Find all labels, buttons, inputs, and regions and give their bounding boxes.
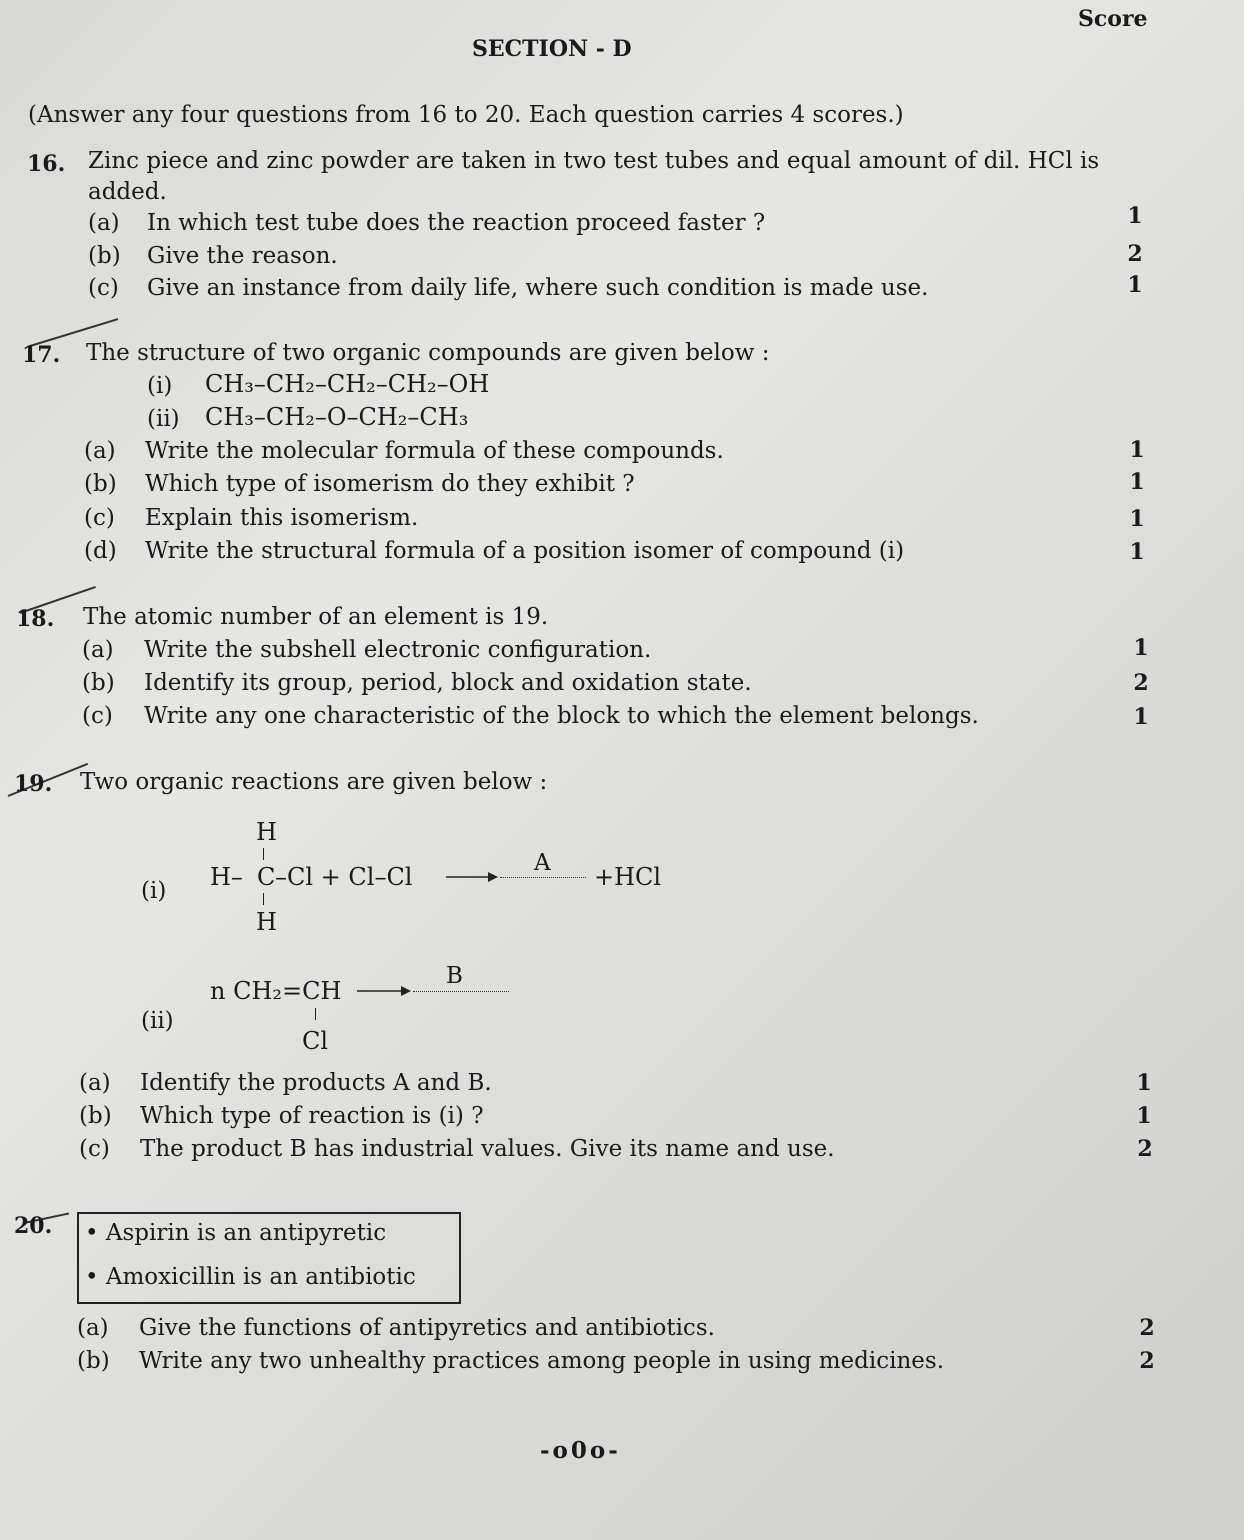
chlorine-substituent: Cl <box>302 1027 329 1055</box>
part-score: 1 <box>1129 469 1145 495</box>
part-label: (c) <box>79 1136 110 1162</box>
hydrogen-bottom: H <box>256 908 277 936</box>
part-label: (c) <box>84 505 115 531</box>
statement-box <box>77 1212 461 1304</box>
bond-vertical-top <box>263 848 264 860</box>
box-item: • Amoxicillin is an antibiotic <box>85 1264 416 1290</box>
compound-formula: CH₃–CH₂–CH₂–CH₂–OH <box>205 370 490 398</box>
box-item-text: Aspirin is an antipyretic <box>105 1220 387 1246</box>
part-text: Which type of reaction is (i) ? <box>140 1103 484 1129</box>
score-column-label: Score <box>1078 6 1148 32</box>
product-label-a: A <box>534 850 551 876</box>
box-item-text: Amoxicillin is an antibiotic <box>105 1264 416 1290</box>
part-text: Give an instance from daily life, where such condition is made use. <box>147 275 929 301</box>
part-label: (c) <box>88 275 119 301</box>
question-stem: The structure of two organic compounds are given below : <box>86 340 770 366</box>
part-label: (b) <box>88 243 121 269</box>
question-number: 18. <box>16 606 55 632</box>
part-text: Give the functions of antipyretics and antibiotics. <box>139 1315 715 1341</box>
part-label: (a) <box>82 637 114 663</box>
bond-vertical-bottom <box>263 893 264 905</box>
part-label: (a) <box>88 210 120 236</box>
part-label: (a) <box>77 1315 109 1341</box>
part-label: (a) <box>84 438 116 464</box>
compound-label: (ii) <box>147 406 180 432</box>
part-label: (b) <box>82 670 115 696</box>
reaction-label: (i) <box>141 878 167 904</box>
part-score: 2 <box>1127 241 1143 267</box>
question-stem: The atomic number of an element is 19. <box>83 604 549 630</box>
part-label: (b) <box>84 471 117 497</box>
part-text: In which test tube does the reaction proceed faster ? <box>147 210 766 236</box>
compound-label: (i) <box>147 373 173 399</box>
compound-formula: CH₃–CH₂–O–CH₂–CH₃ <box>205 403 469 431</box>
question-stem-continued: added. <box>88 179 167 205</box>
part-score: 1 <box>1129 506 1145 532</box>
part-text: Write any one characteristic of the block to which the element belongs. <box>144 703 979 729</box>
bond-vertical <box>315 1008 316 1020</box>
part-text: Identify its group, period, block and oxidation state. <box>144 670 752 696</box>
carbon-atom: C <box>257 863 276 891</box>
monomer-formula: n CH₂=CH <box>210 977 342 1005</box>
reactant-chlorines: –Cl + Cl–Cl <box>275 863 413 891</box>
byproduct-hcl: +HCl <box>594 863 662 891</box>
reaction-label: (ii) <box>141 1008 174 1034</box>
part-label: (b) <box>77 1348 110 1374</box>
part-score: 2 <box>1133 670 1149 696</box>
question-number: 17. <box>22 342 61 368</box>
part-label: (a) <box>79 1070 111 1096</box>
part-text: Which type of isomerism do they exhibit ? <box>145 471 635 497</box>
part-label: (b) <box>79 1103 112 1129</box>
question-number: 20. <box>14 1213 53 1239</box>
reaction-arrow-icon <box>357 984 411 998</box>
question-number: 19. <box>14 771 53 797</box>
end-of-paper-mark: -o0o- <box>540 1437 621 1464</box>
part-score: 2 <box>1139 1348 1155 1374</box>
part-score: 1 <box>1127 272 1143 298</box>
part-score: 1 <box>1129 539 1145 565</box>
part-label: (d) <box>84 538 117 564</box>
hydrogen-left: H– <box>210 863 243 891</box>
part-text: Give the reason. <box>147 243 338 269</box>
part-text: Identify the products A and B. <box>140 1070 492 1096</box>
box-item: • Aspirin is an antipyretic <box>85 1220 387 1246</box>
part-score: 1 <box>1133 635 1149 661</box>
reaction-arrow-icon <box>446 870 498 884</box>
part-score: 1 <box>1133 704 1149 730</box>
part-score: 2 <box>1139 1315 1155 1341</box>
product-label-b: B <box>446 963 463 989</box>
part-text: Write the subshell electronic configuration. <box>144 637 652 663</box>
part-text: Write any two unhealthy practices among people in using medicines. <box>139 1348 945 1374</box>
blank-product-line <box>413 991 509 992</box>
question-stem: Zinc piece and zinc powder are taken in two test tubes and equal amount of dil. HCl is <box>88 148 1100 174</box>
section-instructions: (Answer any four questions from 16 to 20. Each question carries 4 scores.) <box>28 102 904 128</box>
blank-product-line <box>500 877 586 878</box>
hydrogen-top: H <box>256 818 277 846</box>
part-text: Write the molecular formula of these compounds. <box>145 438 724 464</box>
question-stem: Two organic reactions are given below : <box>80 769 548 795</box>
question-number: 16. <box>27 151 66 177</box>
part-score: 1 <box>1136 1103 1152 1129</box>
part-score: 2 <box>1137 1136 1153 1162</box>
part-text: Explain this isomerism. <box>145 505 419 531</box>
part-score: 1 <box>1127 203 1143 229</box>
part-score: 1 <box>1136 1070 1152 1096</box>
part-score: 1 <box>1129 437 1145 463</box>
part-text: The product B has industrial values. Give its name and use. <box>140 1136 835 1162</box>
section-title: SECTION - D <box>472 36 632 62</box>
part-text: Write the structural formula of a position isomer of compound (i) <box>145 538 905 564</box>
part-label: (c) <box>82 703 113 729</box>
